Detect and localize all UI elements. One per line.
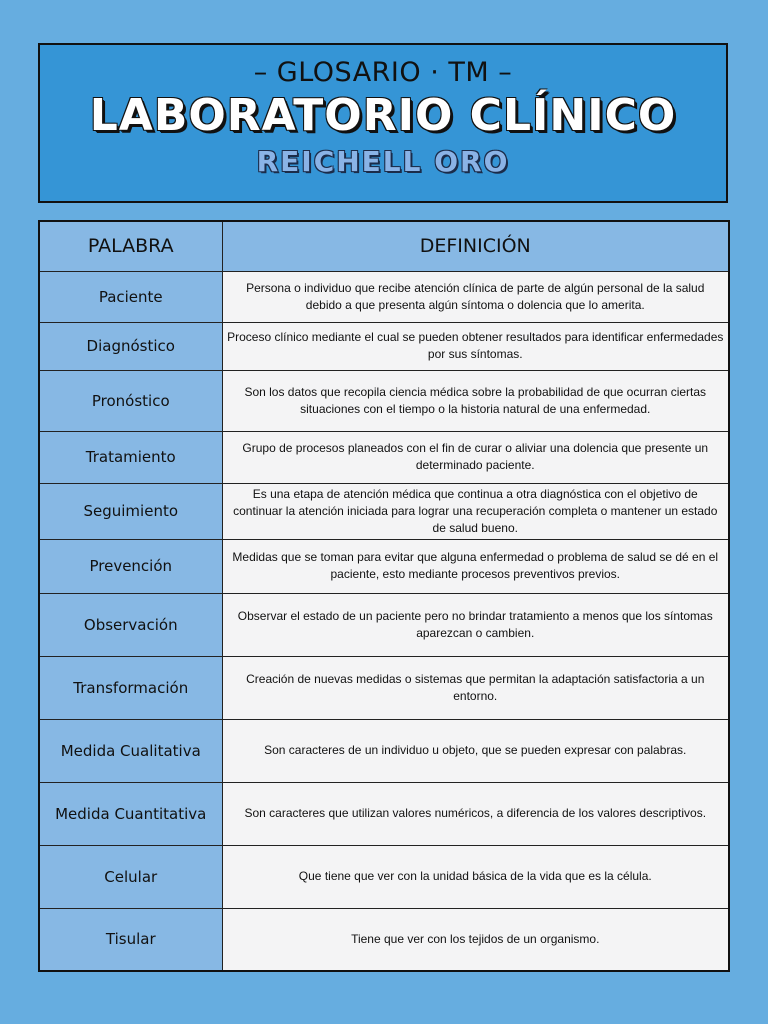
definition-cell: Creación de nuevas medidas o sistemas que permitan la adaptación satisfactoria a un entorno.	[222, 656, 729, 719]
table-row	[39, 719, 729, 782]
term-cell: Observación	[39, 593, 222, 656]
definition-cell: Es una etapa de atención médica que continua a otra diagnóstica con el objetivo de continuar la atención iniciada para lograr una recuperación completa o mantener un estado de salud bueno.	[222, 483, 729, 539]
table-row	[39, 322, 729, 370]
glossary-subtitle: – GLOSARIO · TM –	[253, 57, 513, 88]
definition-cell: Grupo de procesos planeados con el fin de curar o aliviar una dolencia que presente un determinado paciente.	[222, 431, 729, 483]
definition-cell: Son caracteres que utilizan valores numéricos, a diferencia de los valores descriptivos.	[222, 782, 729, 845]
author-name: REICHELL ORO	[256, 145, 510, 178]
table-row	[39, 656, 729, 719]
table-row	[39, 845, 729, 908]
header-banner	[38, 43, 728, 203]
definition-cell: Medidas que se toman para evitar que alguna enfermedad o problema de salud se dé en el paciente, esto mediante procesos preventivos previos.	[222, 539, 729, 593]
definition-cell: Tiene que ver con los tejidos de un organismo.	[222, 908, 729, 971]
definition-cell: Son los datos que recopila ciencia médica sobre la probabilidad de que ocurran ciertas situaciones con el tiempo o la historia natural de una enfermedad.	[222, 370, 729, 431]
column-header-word: PALABRA	[39, 221, 222, 271]
page-title: LABORATORIO CLÍNICO	[89, 90, 677, 141]
glossary-table	[38, 220, 730, 972]
table-row	[39, 271, 729, 322]
table-row	[39, 593, 729, 656]
table-row	[39, 483, 729, 539]
term-cell: Transformación	[39, 656, 222, 719]
table-row	[39, 370, 729, 431]
term-cell: Diagnóstico	[39, 322, 222, 370]
term-cell: Medida Cuantitativa	[39, 782, 222, 845]
term-cell: Pronóstico	[39, 370, 222, 431]
definition-cell: Persona o individuo que recibe atención clínica de parte de algún personal de la salud debido a que presenta algún síntoma o dolencia que lo amerita.	[222, 271, 729, 322]
term-cell: Tratamiento	[39, 431, 222, 483]
table-row	[39, 431, 729, 483]
term-cell: Paciente	[39, 271, 222, 322]
term-cell: Seguimiento	[39, 483, 222, 539]
definition-cell: Son caracteres de un individuo u objeto, que se pueden expresar con palabras.	[222, 719, 729, 782]
definition-cell: Observar el estado de un paciente pero no brindar tratamiento a menos que los síntomas aparezcan o cambien.	[222, 593, 729, 656]
definition-cell: Proceso clínico mediante el cual se pueden obtener resultados para identificar enfermedades por sus síntomas.	[222, 322, 729, 370]
column-header-definition: DEFINICIÓN	[222, 221, 729, 271]
term-cell: Tisular	[39, 908, 222, 971]
term-cell: Medida Cualitativa	[39, 719, 222, 782]
definition-cell: Que tiene que ver con la unidad básica de la vida que es la célula.	[222, 845, 729, 908]
table-row	[39, 908, 729, 971]
table-header-row	[39, 221, 729, 271]
table-row	[39, 539, 729, 593]
term-cell: Prevención	[39, 539, 222, 593]
term-cell: Celular	[39, 845, 222, 908]
table-row	[39, 782, 729, 845]
